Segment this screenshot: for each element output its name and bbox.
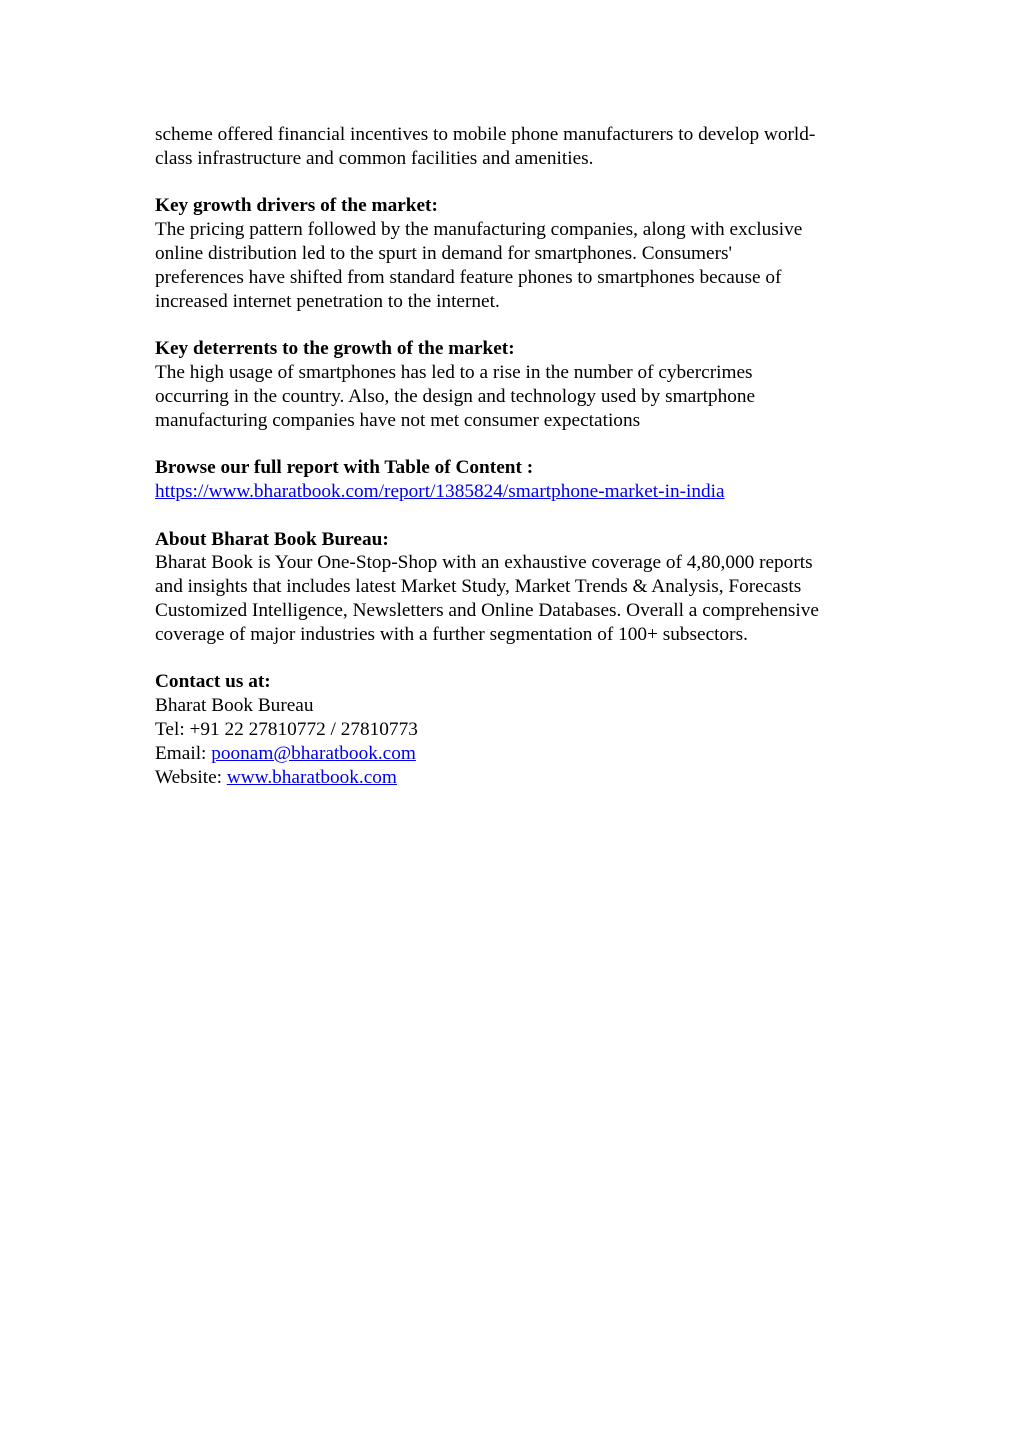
contact-company: Bharat Book Bureau <box>155 695 314 717</box>
about-line: coverage of major industries with a further segmentation of 100+ subsectors. <box>155 623 748 645</box>
email-link[interactable]: poonam@bharatbook.com <box>211 742 416 764</box>
contact-heading: Contact us at: <box>155 671 271 693</box>
intro-line: scheme offered financial incentives to mobile phone manufacturers to develop world- <box>155 124 816 145</box>
contact-email-row <box>155 742 875 766</box>
contact-section <box>155 670 875 789</box>
website-label: Website: <box>155 766 227 788</box>
report-link[interactable]: https://www.bharatbook.com/report/1385824/smartphone-market-in-india <box>155 480 725 502</box>
about-section <box>155 528 875 647</box>
deterrents-line: occurring in the country. Also, the design and technology used by smartphone <box>155 385 756 407</box>
document-page <box>155 123 875 813</box>
about-line: Customized Intelligence, Newsletters and Online Databases. Overall a comprehensive <box>155 599 819 621</box>
drivers-line: preferences have shifted from standard feature phones to smartphones because of <box>155 266 782 288</box>
intro-line: class infrastructure and common facilities and amenities. <box>155 147 594 169</box>
deterrents-section <box>155 337 875 432</box>
deterrents-line: manufacturing companies have not met consumer expectations <box>155 409 641 431</box>
drivers-line: The pricing pattern followed by the manufacturing companies, along with exclusive <box>155 219 803 241</box>
contact-tel: Tel: +91 22 27810772 / 27810773 <box>155 718 418 740</box>
deterrents-heading: Key deterrents to the growth of the market: <box>155 338 515 360</box>
email-label: Email: <box>155 742 212 764</box>
drivers-heading: Key growth drivers of the market: <box>155 195 438 217</box>
about-line: and insights that includes latest Market Study, Market Trends & Analysis, Forecasts <box>155 576 802 598</box>
intro-paragraph <box>155 123 875 171</box>
browse-heading: Browse our full report with Table of Content : <box>155 457 534 479</box>
browse-section <box>155 456 875 504</box>
website-link[interactable]: www.bharatbook.com <box>226 766 397 788</box>
about-heading: About Bharat Book Bureau: <box>155 528 389 550</box>
deterrents-line: The high usage of smartphones has led to a rise in the number of cybercrimes <box>155 361 753 383</box>
contact-website-row <box>155 766 875 790</box>
about-line: Bharat Book is Your One-Stop-Shop with an exhaustive coverage of 4,80,000 reports <box>155 552 813 574</box>
drivers-line: increased internet penetration to the internet. <box>155 290 500 312</box>
drivers-section <box>155 194 875 313</box>
drivers-line: online distribution led to the spurt in demand for smartphones. Consumers' <box>155 242 733 264</box>
